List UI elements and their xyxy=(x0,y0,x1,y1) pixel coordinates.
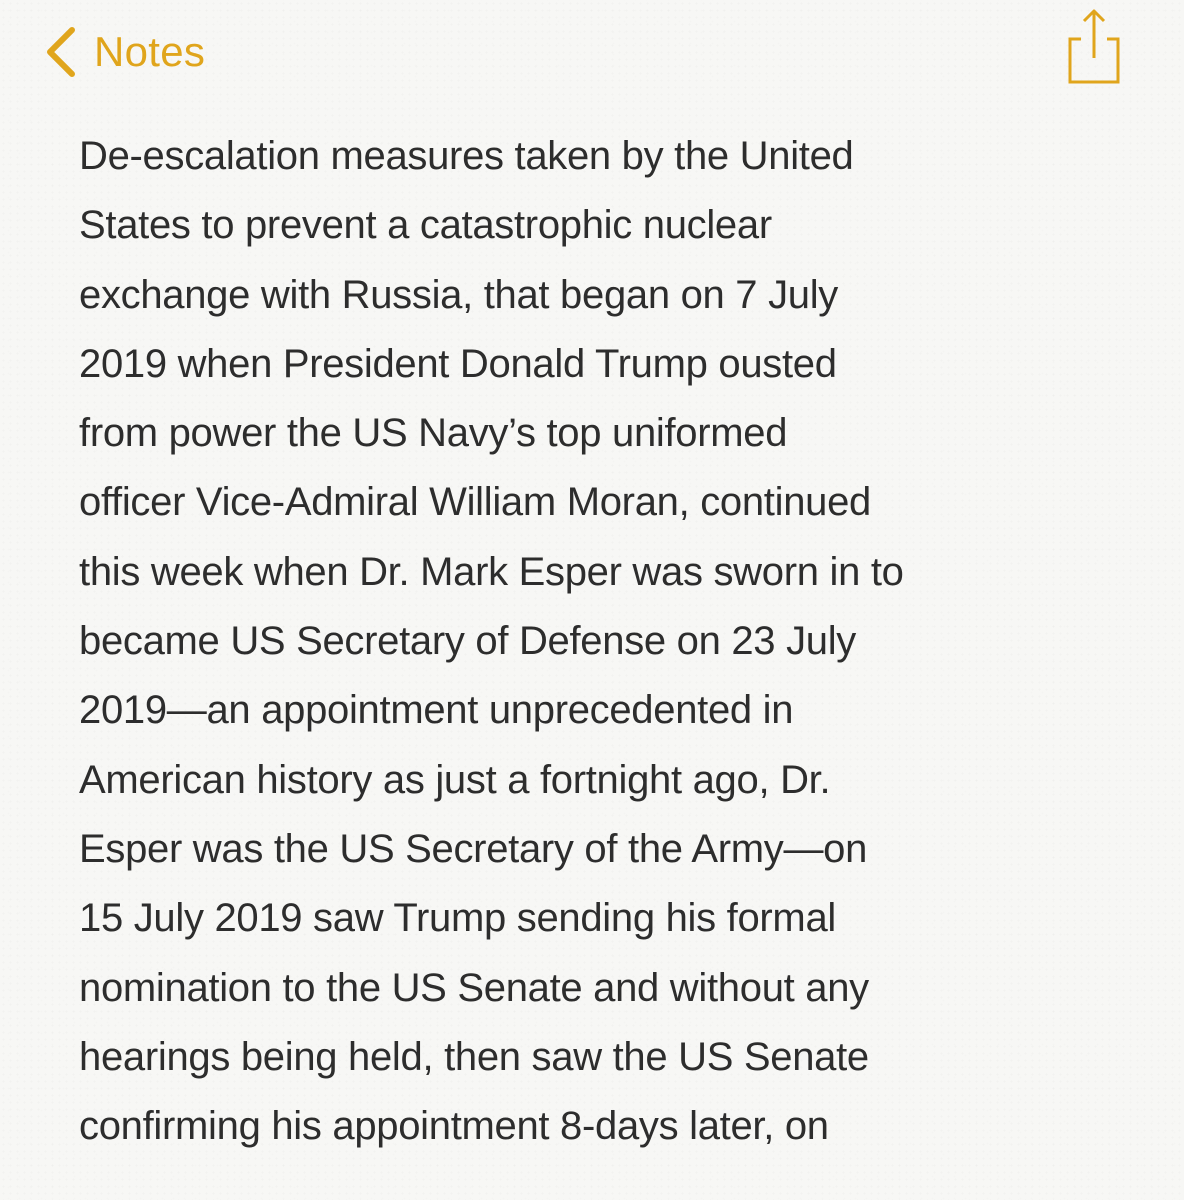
back-button-label: Notes xyxy=(94,28,206,75)
note-line: exchange with Russia, that began on 7 July xyxy=(79,272,839,317)
note-line: Esper was the US Secretary of the Army—on xyxy=(79,826,868,871)
note-line: De-escalation measures taken by the United xyxy=(79,134,854,178)
chevron-left-icon xyxy=(40,20,84,84)
back-button[interactable] xyxy=(40,20,205,84)
share-button[interactable] xyxy=(1058,6,1128,86)
note-body[interactable] xyxy=(79,122,1159,1161)
note-line: hearings being held, then saw the US Senate xyxy=(79,1034,869,1079)
note-line: 2019 when President Donald Trump ousted xyxy=(79,341,837,386)
note-line: confirming his appointment 8-days later, on xyxy=(79,1104,829,1149)
note-line: American history as just a fortnight ago, Dr. xyxy=(79,757,831,802)
note-line: nomination to the US Senate and without any xyxy=(79,965,869,1010)
note-line: States to prevent a catastrophic nuclear xyxy=(79,203,772,248)
note-line: this week when Dr. Mark Esper was sworn in to xyxy=(79,549,904,594)
navigation-bar xyxy=(0,0,1184,110)
note-line: 2019—an appointment unprecedented in xyxy=(79,688,794,733)
note-line: became US Secretary of Defense on 23 July xyxy=(79,619,856,664)
note-line: 15 July 2019 saw Trump sending his formal xyxy=(79,896,836,941)
share-icon xyxy=(1058,6,1128,86)
note-line: officer Vice-Admiral William Moran, continued xyxy=(79,480,871,525)
note-line: from power the US Navy’s top uniformed xyxy=(79,411,788,456)
